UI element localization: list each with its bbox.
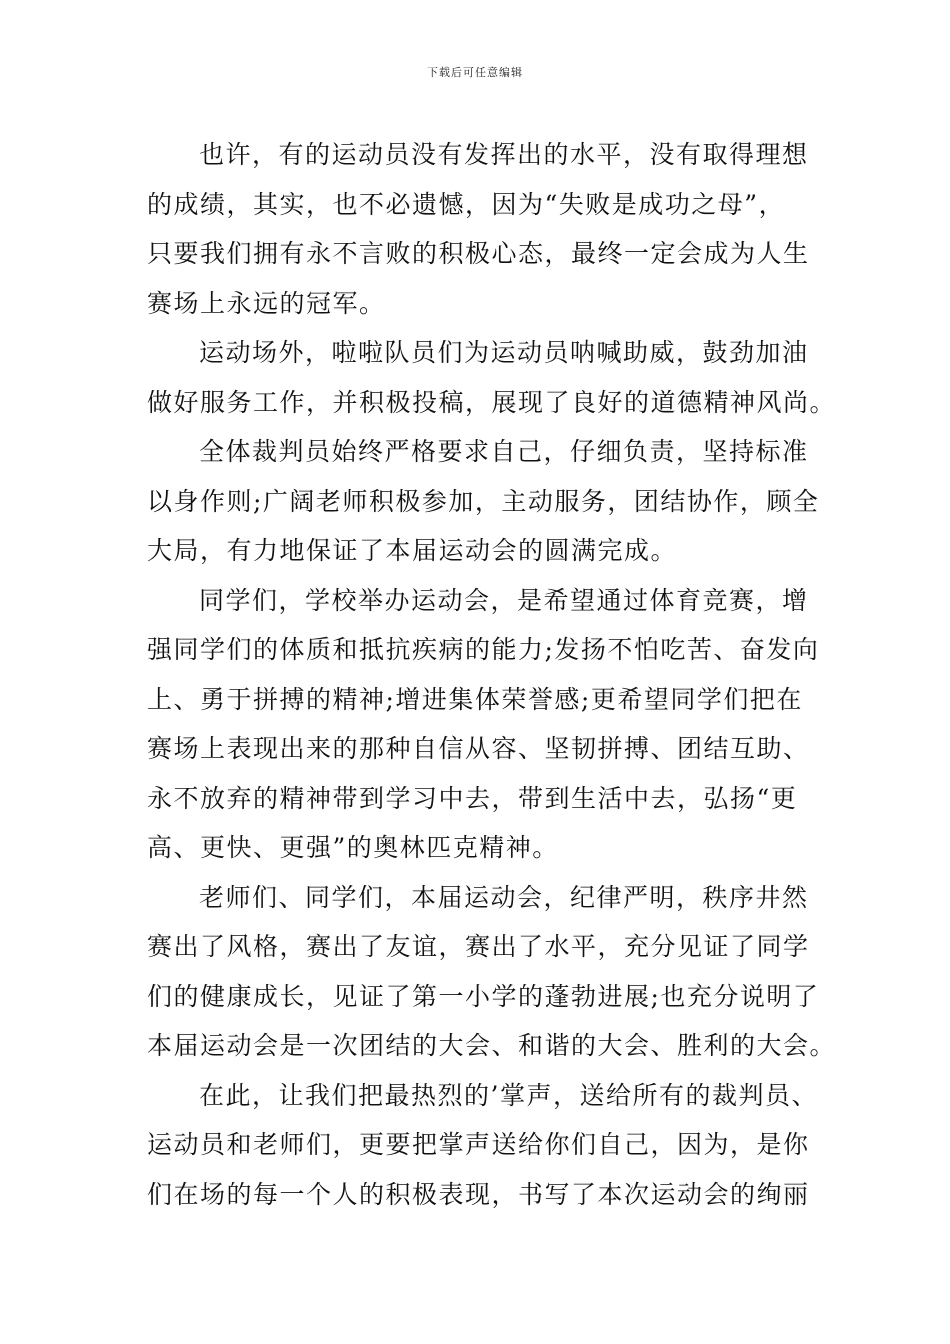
paragraph — [147, 1071, 818, 1220]
paragraph — [147, 873, 837, 1071]
text-line: 以身作则;广阔老师积极参加，主动服务，团结协作，顾全 — [147, 486, 820, 516]
paragraph — [147, 427, 820, 576]
text-line: 赛场上表现出来的那种自信从容、坚韧拼搏、团结互助、 — [147, 734, 810, 763]
text-line: 运动场外，啦啦队员们为运动员呐喊助威，鼓劲加油 — [199, 338, 809, 367]
page-header: 下载后可任意编辑 — [427, 66, 523, 79]
text-line: 只要我们拥有永不言败的积极心态，最终一定会成为人生 — [147, 239, 810, 268]
paragraph — [147, 328, 837, 427]
document-body — [147, 130, 837, 1219]
text-line: 赛场上永远的冠军。 — [147, 288, 386, 318]
text-line: 本届运动会是一次团结的大会、和谐的大会、胜利的大会。 — [147, 1031, 837, 1060]
text-line: 做好服务工作，并积极投稿，展现了良好的道德精神风尚。 — [147, 387, 837, 417]
text-line: 们的健康成长，见证了第一小学的蓬勃进展;也充分说明了 — [147, 981, 820, 1011]
text-line: 的成绩，其实，也不必遗憾，因为“失败是成功之母”， — [147, 189, 786, 219]
text-line: 老师们、同学们，本届运动会，纪律严明，秩序井然 — [199, 882, 809, 912]
text-line: 赛出了风格，赛出了友谊，赛出了水平，充分见证了同学 — [147, 932, 810, 961]
paragraph — [147, 576, 820, 873]
text-line: 在此，让我们把最热烈的’掌声，送给所有的裁判员、 — [199, 1080, 818, 1110]
text-line: 强同学们的体质和抵抗疾病的能力;发扬不怕吃苦、奋发向 — [147, 635, 820, 664]
text-line: 大局，有力地保证了本届运动会的圆满完成。 — [147, 536, 678, 565]
text-line: 全体裁判员始终严格要求自己，仔细负责，坚持标准 — [199, 437, 809, 466]
text-line: 上、勇于拼搏的精神;增进集体荣誉感;更希望同学们把在 — [147, 684, 803, 714]
text-line: 永不放弃的精神带到学习中去，带到生活中去，弘扬“更 — [147, 783, 798, 813]
text-line: 也许，有的运动员没有发挥出的水平，没有取得理想 — [199, 140, 809, 169]
text-line: 同学们，学校举办运动会，是希望通过体育竞赛，增 — [199, 585, 809, 615]
text-line: 运动员和老师们，更要把掌声送给你们自己，因为，是你 — [147, 1130, 810, 1159]
paragraph — [147, 130, 812, 328]
text-line: 高、更快、更强”的奥林匹克精神。 — [147, 833, 559, 862]
text-line: 们在场的每一个人的积极表现，书写了本次运动会的绚丽 — [147, 1179, 810, 1209]
